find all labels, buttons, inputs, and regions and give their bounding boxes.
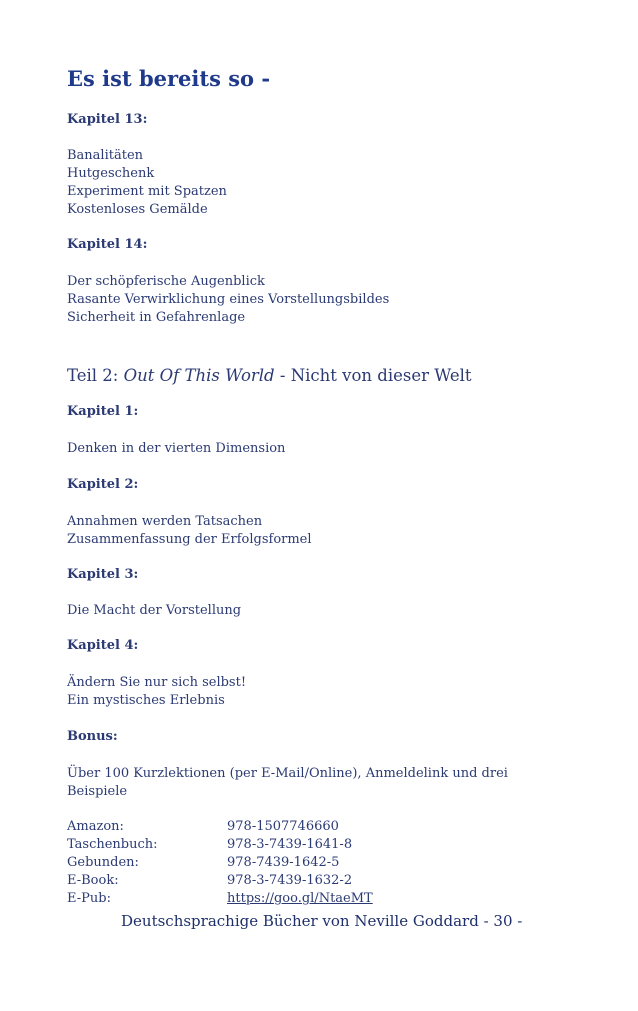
part-heading-title: Out Of This World — [123, 366, 275, 385]
chapter-item: Die Macht der Vorstellung — [67, 603, 242, 618]
chapter-item: Hutgeschenk — [67, 166, 155, 181]
part-heading-prefix: Teil 2: — [67, 366, 124, 385]
isbn-label: E-Book: — [67, 873, 119, 888]
isbn-value: 978-3-7439-1632-2 — [227, 873, 353, 888]
chapter-item: Der schöpferische Augenblick — [67, 274, 265, 289]
isbn-value: 978-7439-1642-5 — [227, 855, 340, 870]
chapter-item: Annahmen werden Tatsachen — [67, 514, 263, 529]
chapter-item: Sicherheit in Gefahrenlage — [67, 310, 246, 325]
epub-link[interactable]: https://goo.gl/NtaeMT — [227, 891, 373, 906]
chapter-item: Kostenloses Gemälde — [67, 202, 208, 217]
chapter-item: Ein mystisches Erlebnis — [67, 693, 225, 708]
isbn-value: 978-3-7439-1641-8 — [227, 837, 353, 852]
chapter-item: Denken in der vierten Dimension — [67, 441, 286, 456]
bonus-title: Bonus: — [67, 729, 118, 744]
chapter-item: Zusammenfassung der Erfolgsformel — [67, 532, 312, 547]
isbn-value: 978-1507746660 — [227, 819, 339, 834]
chapter-title: Kapitel 1: — [67, 404, 139, 419]
isbn-label: Taschenbuch: — [67, 837, 158, 852]
chapter-title: Kapitel 14: — [67, 237, 148, 252]
isbn-label: Amazon: — [67, 819, 124, 834]
chapter-title: Kapitel 13: — [67, 112, 148, 127]
bonus-text: Beispiele — [67, 784, 128, 799]
epub-link-wrapper — [227, 891, 373, 906]
isbn-label: Gebunden: — [67, 855, 139, 870]
part-heading — [67, 366, 472, 385]
chapter-title: Kapitel 3: — [67, 567, 139, 582]
part-heading-suffix: - Nicht von dieser Welt — [274, 366, 472, 385]
page-footer: Deutschsprachige Bücher von Neville Goddard - 30 - — [121, 912, 523, 930]
bonus-text: Über 100 Kurzlektionen (per E-Mail/Online), Anmeldelink und drei — [67, 766, 508, 781]
chapter-item: Experiment mit Spatzen — [67, 184, 227, 199]
isbn-label: E-Pub: — [67, 891, 111, 906]
chapter-item: Ändern Sie nur sich selbst! — [67, 675, 247, 690]
chapter-title: Kapitel 2: — [67, 477, 139, 492]
chapter-title: Kapitel 4: — [67, 638, 139, 653]
chapter-item: Rasante Verwirklichung eines Vorstellungsbildes — [67, 292, 390, 307]
section-heading: Es ist bereits so - — [67, 66, 271, 91]
chapter-item: Banalitäten — [67, 148, 144, 163]
